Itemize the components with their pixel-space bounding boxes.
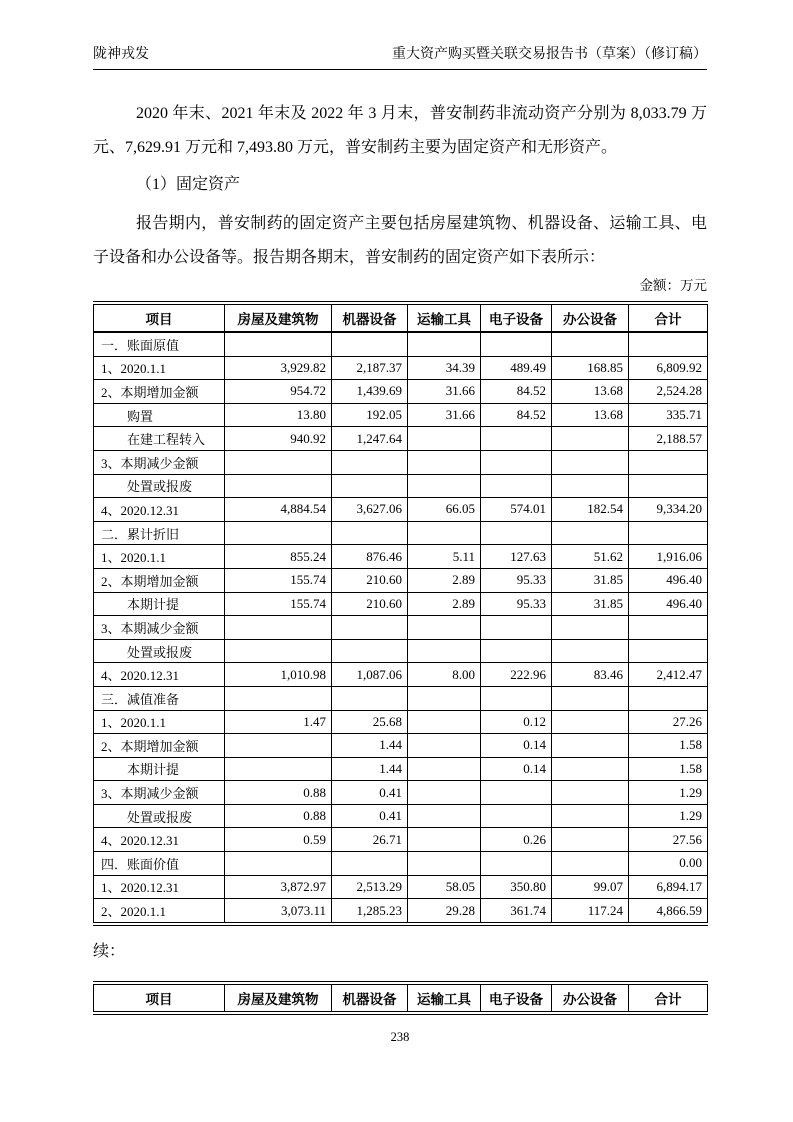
table-row bbox=[94, 474, 708, 498]
column-header: 电子设备 bbox=[481, 303, 552, 332]
table-row bbox=[94, 498, 708, 522]
cell-value: 51.62 bbox=[552, 545, 629, 569]
cell-value: 2,524.28 bbox=[629, 380, 708, 404]
cell-value: 13.68 bbox=[552, 380, 629, 404]
cell-value bbox=[552, 828, 629, 852]
cell-value bbox=[552, 734, 629, 758]
row-label: 二．累计折旧 bbox=[94, 521, 225, 545]
row-label: 三．减值准备 bbox=[94, 686, 225, 710]
cell-value bbox=[225, 450, 332, 474]
table-row bbox=[94, 332, 708, 356]
cell-value bbox=[481, 427, 552, 451]
page-content bbox=[93, 0, 707, 1045]
cell-value: 0.88 bbox=[225, 781, 332, 805]
cell-value: 1.44 bbox=[332, 757, 408, 781]
cell-value: 95.33 bbox=[481, 568, 552, 592]
table-row bbox=[94, 734, 708, 758]
column-header: 运输工具 bbox=[408, 983, 481, 1013]
cell-value bbox=[225, 521, 332, 545]
cell-value: 58.05 bbox=[408, 875, 481, 899]
cell-value: 2.89 bbox=[408, 592, 481, 616]
cell-value bbox=[629, 686, 708, 710]
table-row bbox=[94, 427, 708, 451]
unit-label: 金额：万元 bbox=[639, 278, 707, 293]
cell-value: 6,894.17 bbox=[629, 875, 708, 899]
cell-value: 155.74 bbox=[225, 592, 332, 616]
cell-value: 2.89 bbox=[408, 568, 481, 592]
cell-value: 1.58 bbox=[629, 757, 708, 781]
row-label: 4、2020.12.31 bbox=[94, 828, 225, 852]
row-label: 3、本期减少金额 bbox=[94, 450, 225, 474]
cell-value: 335.71 bbox=[629, 403, 708, 427]
table-row bbox=[94, 545, 708, 569]
cell-value: 0.14 bbox=[481, 734, 552, 758]
cell-value: 1.44 bbox=[332, 734, 408, 758]
cell-value: 95.33 bbox=[481, 592, 552, 616]
table-row bbox=[94, 663, 708, 687]
column-header: 机器设备 bbox=[332, 983, 408, 1013]
row-label: 2、本期增加金额 bbox=[94, 734, 225, 758]
cell-value bbox=[481, 804, 552, 828]
fixed-assets-table bbox=[93, 301, 708, 926]
document-header bbox=[93, 0, 707, 70]
table-row bbox=[94, 521, 708, 545]
column-header: 合计 bbox=[629, 983, 708, 1013]
cell-value bbox=[408, 757, 481, 781]
cell-value: 1.29 bbox=[629, 781, 708, 805]
cell-value bbox=[225, 852, 332, 876]
page-number: 238 bbox=[390, 1029, 410, 1044]
cell-value bbox=[552, 686, 629, 710]
cell-value bbox=[408, 734, 481, 758]
cell-value: 0.41 bbox=[332, 804, 408, 828]
table-row bbox=[94, 639, 708, 663]
cell-value: 2,187.37 bbox=[332, 356, 408, 380]
cell-value: 2,513.29 bbox=[332, 875, 408, 899]
cell-value bbox=[481, 450, 552, 474]
cell-value: 3,073.11 bbox=[225, 899, 332, 924]
table-row bbox=[94, 686, 708, 710]
cell-value bbox=[408, 332, 481, 356]
row-label: 1、2020.1.1 bbox=[94, 356, 225, 380]
cell-value bbox=[408, 427, 481, 451]
cell-value: 2,412.47 bbox=[629, 663, 708, 687]
cell-value bbox=[629, 474, 708, 498]
cell-value bbox=[332, 639, 408, 663]
row-label: 3、本期减少金额 bbox=[94, 781, 225, 805]
column-header: 合计 bbox=[629, 303, 708, 332]
table-row bbox=[94, 781, 708, 805]
cell-value: 13.68 bbox=[552, 403, 629, 427]
cell-value: 66.05 bbox=[408, 498, 481, 522]
cell-value bbox=[332, 852, 408, 876]
cell-value: 4,884.54 bbox=[225, 498, 332, 522]
cell-value bbox=[332, 521, 408, 545]
cell-value bbox=[408, 639, 481, 663]
cell-value: 83.46 bbox=[552, 663, 629, 687]
cell-value bbox=[408, 710, 481, 734]
cell-value: 210.60 bbox=[332, 568, 408, 592]
row-label: 1、2020.12.31 bbox=[94, 875, 225, 899]
cell-value: 1,285.23 bbox=[332, 899, 408, 924]
cell-value: 9,334.20 bbox=[629, 498, 708, 522]
cell-value bbox=[629, 450, 708, 474]
section-heading-fixed-assets: （1）固定资产 bbox=[136, 176, 241, 193]
row-label: 处置或报废 bbox=[94, 474, 225, 498]
cell-value: 0.88 bbox=[225, 804, 332, 828]
row-label: 2、本期增加金额 bbox=[94, 568, 225, 592]
cell-value bbox=[552, 332, 629, 356]
cell-value: 2,188.57 bbox=[629, 427, 708, 451]
continued-label: 续： bbox=[93, 942, 126, 960]
fixed-assets-table-body bbox=[94, 332, 708, 924]
cell-value: 4,866.59 bbox=[629, 899, 708, 924]
cell-value bbox=[408, 686, 481, 710]
cell-value: 168.85 bbox=[552, 356, 629, 380]
row-label: 处置或报废 bbox=[94, 804, 225, 828]
cell-value: 34.39 bbox=[408, 356, 481, 380]
cell-value: 0.00 bbox=[629, 852, 708, 876]
cell-value bbox=[552, 521, 629, 545]
table-row bbox=[94, 356, 708, 380]
cell-value: 0.59 bbox=[225, 828, 332, 852]
cell-value bbox=[408, 852, 481, 876]
cell-value: 1,010.98 bbox=[225, 663, 332, 687]
row-label: 本期计提 bbox=[94, 592, 225, 616]
table-row bbox=[94, 450, 708, 474]
table-row bbox=[94, 710, 708, 734]
cell-value: 0.14 bbox=[481, 757, 552, 781]
cell-value: 31.66 bbox=[408, 380, 481, 404]
paragraph-fixed-assets-intro: 报告期内，普安制药的固定资产主要包括房屋建筑物、机器设备、运输工具、电子设备和办公设备等。报告期各期末，普安制药的固定资产如下表所示： bbox=[93, 215, 707, 266]
cell-value bbox=[408, 804, 481, 828]
header-left-title: 陇神戎发 bbox=[93, 47, 149, 62]
cell-value: 0.26 bbox=[481, 828, 552, 852]
cell-value bbox=[225, 474, 332, 498]
row-label: 2、本期增加金额 bbox=[94, 380, 225, 404]
row-label: 3、本期减少金额 bbox=[94, 616, 225, 640]
table-row bbox=[94, 380, 708, 404]
table-header-row bbox=[94, 983, 708, 1013]
cell-value bbox=[225, 332, 332, 356]
table-row bbox=[94, 568, 708, 592]
cell-value bbox=[408, 521, 481, 545]
cell-value: 496.40 bbox=[629, 568, 708, 592]
cell-value bbox=[552, 781, 629, 805]
table-row bbox=[94, 852, 708, 876]
cell-value bbox=[225, 616, 332, 640]
cell-value bbox=[481, 639, 552, 663]
table-row bbox=[94, 616, 708, 640]
cell-value: 1.29 bbox=[629, 804, 708, 828]
paragraph-noncurrent-assets: 2020 年末、2021 年末及 2022 年 3 月末，普安制药非流动资产分别为 8,033.79 万元、7,629.91 万元和 7,493.80 万元，普安制药主要为固定资产和无形资产。 bbox=[93, 105, 707, 156]
cell-value bbox=[552, 427, 629, 451]
table-row bbox=[94, 592, 708, 616]
cell-value bbox=[332, 474, 408, 498]
column-header: 项目 bbox=[94, 983, 225, 1013]
cell-value bbox=[332, 616, 408, 640]
continued-table bbox=[93, 981, 708, 1015]
cell-value bbox=[332, 450, 408, 474]
row-label: 本期计提 bbox=[94, 757, 225, 781]
cell-value: 1.47 bbox=[225, 710, 332, 734]
cell-value: 155.74 bbox=[225, 568, 332, 592]
cell-value: 6,809.92 bbox=[629, 356, 708, 380]
cell-value bbox=[408, 616, 481, 640]
cell-value bbox=[408, 781, 481, 805]
cell-value: 182.54 bbox=[552, 498, 629, 522]
cell-value: 489.49 bbox=[481, 356, 552, 380]
cell-value bbox=[552, 852, 629, 876]
cell-value bbox=[225, 686, 332, 710]
cell-value: 3,929.82 bbox=[225, 356, 332, 380]
cell-value bbox=[629, 616, 708, 640]
cell-value: 25.68 bbox=[332, 710, 408, 734]
cell-value: 192.05 bbox=[332, 403, 408, 427]
table-row bbox=[94, 403, 708, 427]
header-right-title: 重大资产购买暨关联交易报告书（草案）（修订稿） bbox=[392, 47, 707, 62]
column-header: 房屋及建筑物 bbox=[225, 303, 332, 332]
cell-value bbox=[481, 521, 552, 545]
row-label: 1、2020.1.1 bbox=[94, 545, 225, 569]
table-row bbox=[94, 804, 708, 828]
cell-value: 876.46 bbox=[332, 545, 408, 569]
cell-value: 8.00 bbox=[408, 663, 481, 687]
row-label: 1、2020.1.1 bbox=[94, 710, 225, 734]
cell-value: 5.11 bbox=[408, 545, 481, 569]
cell-value bbox=[629, 521, 708, 545]
cell-value: 27.56 bbox=[629, 828, 708, 852]
cell-value: 27.26 bbox=[629, 710, 708, 734]
cell-value: 117.24 bbox=[552, 899, 629, 924]
cell-value: 855.24 bbox=[225, 545, 332, 569]
cell-value: 84.52 bbox=[481, 403, 552, 427]
cell-value: 29.28 bbox=[408, 899, 481, 924]
column-header: 机器设备 bbox=[332, 303, 408, 332]
cell-value: 84.52 bbox=[481, 380, 552, 404]
column-header: 办公设备 bbox=[552, 983, 629, 1013]
cell-value bbox=[225, 639, 332, 663]
row-label: 2、2020.1.1 bbox=[94, 899, 225, 924]
cell-value bbox=[225, 757, 332, 781]
cell-value: 1,439.69 bbox=[332, 380, 408, 404]
table-row bbox=[94, 757, 708, 781]
cell-value: 1,916.06 bbox=[629, 545, 708, 569]
cell-value bbox=[332, 332, 408, 356]
cell-value: 31.85 bbox=[552, 568, 629, 592]
cell-value: 574.01 bbox=[481, 498, 552, 522]
cell-value bbox=[481, 474, 552, 498]
table-row bbox=[94, 828, 708, 852]
cell-value: 361.74 bbox=[481, 899, 552, 924]
cell-value: 127.63 bbox=[481, 545, 552, 569]
cell-value: 954.72 bbox=[225, 380, 332, 404]
cell-value: 0.12 bbox=[481, 710, 552, 734]
cell-value bbox=[481, 686, 552, 710]
row-label: 购置 bbox=[94, 403, 225, 427]
cell-value bbox=[481, 852, 552, 876]
cell-value bbox=[552, 804, 629, 828]
cell-value: 3,627.06 bbox=[332, 498, 408, 522]
row-label: 4、2020.12.31 bbox=[94, 663, 225, 687]
cell-value: 222.96 bbox=[481, 663, 552, 687]
row-label: 处置或报废 bbox=[94, 639, 225, 663]
cell-value bbox=[552, 450, 629, 474]
cell-value bbox=[552, 639, 629, 663]
cell-value bbox=[481, 781, 552, 805]
table-header-row bbox=[94, 303, 708, 332]
cell-value: 26.71 bbox=[332, 828, 408, 852]
cell-value: 350.80 bbox=[481, 875, 552, 899]
cell-value: 1,087.06 bbox=[332, 663, 408, 687]
cell-value bbox=[481, 616, 552, 640]
row-label: 4、2020.12.31 bbox=[94, 498, 225, 522]
row-label: 四．账面价值 bbox=[94, 852, 225, 876]
column-header: 房屋及建筑物 bbox=[225, 983, 332, 1013]
cell-value bbox=[225, 734, 332, 758]
cell-value bbox=[332, 686, 408, 710]
column-header: 办公设备 bbox=[552, 303, 629, 332]
cell-value: 99.07 bbox=[552, 875, 629, 899]
cell-value bbox=[408, 474, 481, 498]
cell-value bbox=[552, 757, 629, 781]
cell-value bbox=[481, 332, 552, 356]
column-header: 运输工具 bbox=[408, 303, 481, 332]
cell-value bbox=[552, 710, 629, 734]
cell-value: 1.58 bbox=[629, 734, 708, 758]
table-row bbox=[94, 899, 708, 924]
cell-value: 1,247.64 bbox=[332, 427, 408, 451]
cell-value: 940.92 bbox=[225, 427, 332, 451]
cell-value bbox=[629, 332, 708, 356]
cell-value bbox=[408, 450, 481, 474]
cell-value bbox=[629, 639, 708, 663]
column-header: 项目 bbox=[94, 303, 225, 332]
cell-value: 13.80 bbox=[225, 403, 332, 427]
cell-value bbox=[552, 474, 629, 498]
cell-value bbox=[408, 828, 481, 852]
table-row bbox=[94, 875, 708, 899]
row-label: 一．账面原值 bbox=[94, 332, 225, 356]
column-header: 电子设备 bbox=[481, 983, 552, 1013]
cell-value: 0.41 bbox=[332, 781, 408, 805]
cell-value: 31.85 bbox=[552, 592, 629, 616]
cell-value: 496.40 bbox=[629, 592, 708, 616]
cell-value: 31.66 bbox=[408, 403, 481, 427]
cell-value bbox=[552, 616, 629, 640]
cell-value: 210.60 bbox=[332, 592, 408, 616]
cell-value: 3,872.97 bbox=[225, 875, 332, 899]
row-label: 在建工程转入 bbox=[94, 427, 225, 451]
